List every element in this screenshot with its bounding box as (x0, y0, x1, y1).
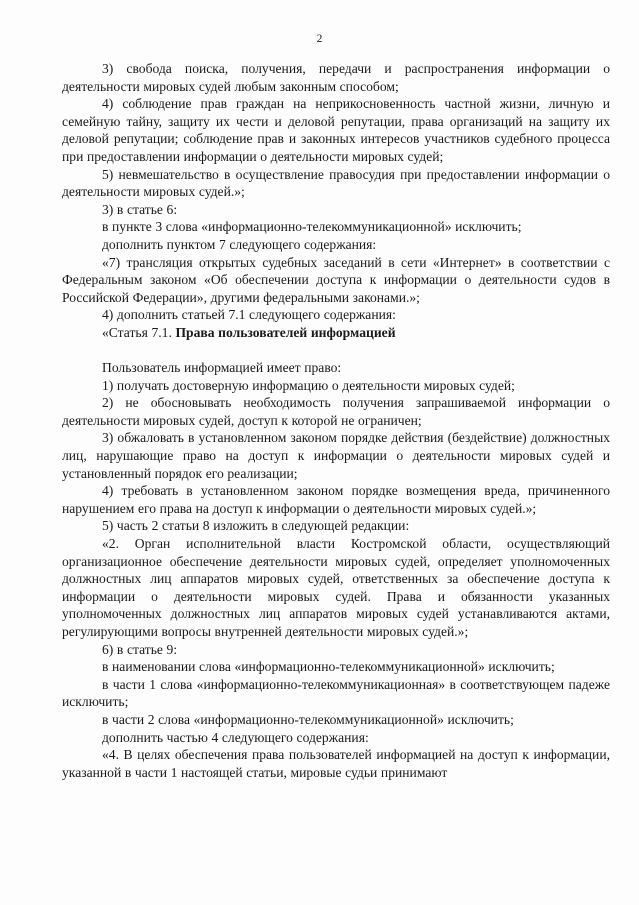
paragraph: 1) получать достоверную информацию о деятельности мировых судей; (102, 377, 515, 393)
paragraph: «4. В целях обеспечения права пользователей информацией на доступ к информации, указанной в части 1 настоящей статьи, мировые судьи принимают (62, 747, 610, 780)
paragraph: 3) в статье 6: (102, 201, 178, 217)
paragraph: Пользователь информацией имеет право: (102, 360, 342, 376)
paragraph: в части 1 слова «информационно-телекоммуникационная» в соответствующем падеже исключить; (62, 676, 610, 710)
paragraph: 4) дополнить статьей 7.1 следующего содержания: (102, 307, 396, 323)
article-heading (62, 324, 610, 342)
paragraph: «7) трансляция открытых судебных заседаний в сети «Интернет» в соответствии с Федеральным законом «Об обеспечении доступа к информации о деятельности судов в Российской Федерации», другими федеральными законами.»; (62, 254, 610, 305)
paragraph: 5) часть 2 статьи 8 изложить в следующей редакции: (102, 518, 410, 534)
article-heading-prefix: «Статья 7.1. (102, 324, 176, 340)
paragraph: 5) невмешательство в осуществление правосудия при предоставлении информации о деятельности мировых судей.»; (62, 166, 610, 200)
article-heading-title: Права пользователей информацией (175, 324, 396, 340)
document-body (62, 60, 610, 781)
paragraph: в пункте 3 слова «информационно-телекоммуникационной» исключить; (102, 219, 522, 235)
paragraph: 2) не обосновывать необходимость получения запрашиваемой информации о деятельности мировых судей, доступ к которой не ограничен; (62, 395, 610, 428)
paragraph: 4) соблюдение прав граждан на неприкосновенность частной жизни, личную и семейную тайну, защиту их чести и деловой репутации, права организаций на защиту их деловой репутации; соблюдение прав и законных интересов участников судебного процесса при предоставлении информации о деятельности мировых судей; (62, 96, 610, 164)
paragraph: в наименовании слова «информационно-телекоммуникационной» исключить; (102, 659, 555, 675)
paragraph: «2. Орган исполнительной власти Костромской области, осуществляющий организационное обеспечение деятельности мировых судей, определяет уполномоченных должностных лиц аппаратов мировых судей, ответственных за обеспечение доступа к информации о деятельности мировых судей. Права и обязанности указанных уполномоченных должностных лиц аппаратов мировых судей устанавливаются актами, регулирующими вопросы внутренней деятельности мировых судей.»; (62, 536, 610, 639)
paragraph: дополнить частью 4 следующего содержания: (102, 729, 369, 745)
paragraph: 6) в статье 9: (102, 641, 178, 657)
blank-line (62, 342, 610, 360)
paragraph: 3) обжаловать в установленном законом порядке действия (бездействие) должностных лиц, нарушающие право на доступ к информации о деятельности мировых судей и установленный порядок его реализации; (62, 430, 610, 481)
paragraph: 3) свобода поиска, получения, передачи и распространения информации о деятельности мировых судей любым законным способом; (62, 61, 610, 94)
paragraph: 4) требовать в установленном законом порядке возмещения вреда, причиненного нарушением его права на доступ к информации о деятельности мировых судей.»; (62, 483, 610, 516)
paragraph: в части 2 слова «информационно-телекоммуникационной» исключить; (102, 711, 514, 727)
paragraph: дополнить пунктом 7 следующего содержания: (102, 236, 377, 252)
page-number: 2 (316, 33, 323, 45)
